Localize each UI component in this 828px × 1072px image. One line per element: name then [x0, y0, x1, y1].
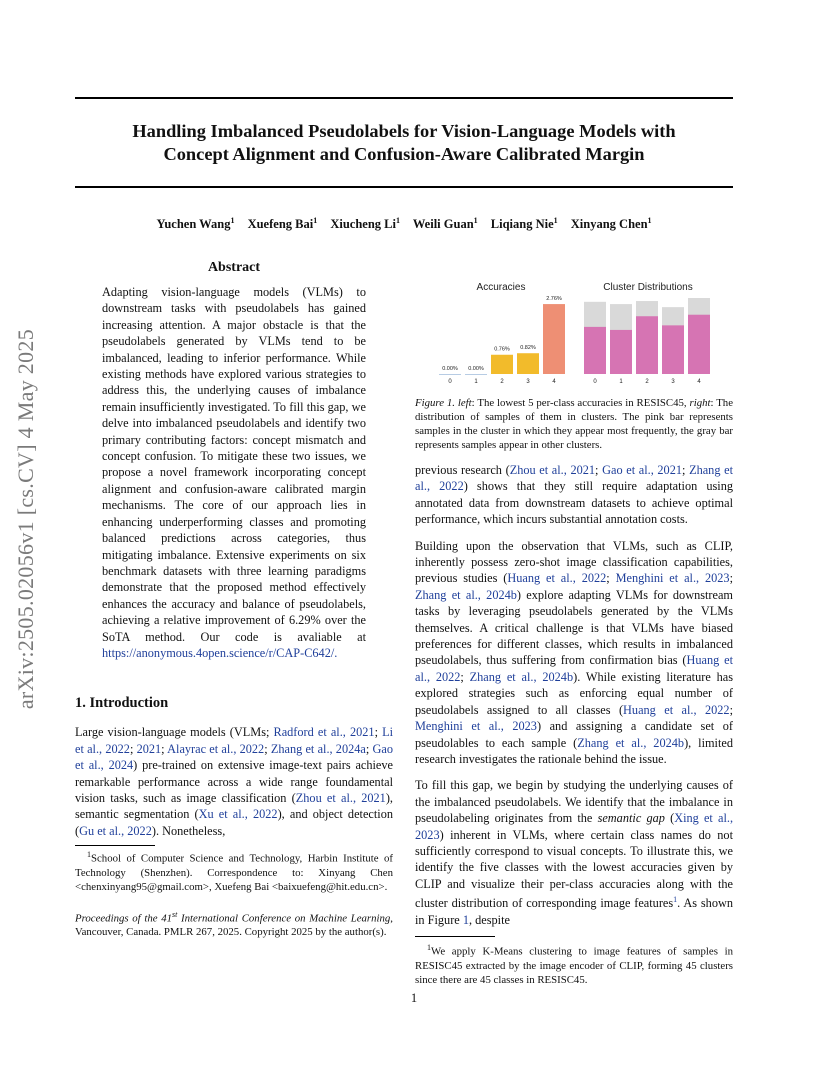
affiliation-mark: 1 — [473, 216, 478, 225]
citation-link[interactable]: Zhou et al., 2021 — [509, 463, 596, 477]
data-label: 0.82% — [520, 345, 536, 352]
pink-bar — [636, 316, 658, 374]
figure-1 — [415, 278, 733, 390]
caption-text: : The distribution of samples of them in clusters. The pink bar represents samples in the cluster in which they appear most frequently, the gray bar represents samples appear in other clusters. — [415, 397, 733, 451]
bar — [543, 304, 565, 374]
footnote-mark: 1 — [427, 943, 431, 953]
footnote-ref-link[interactable]: 1 — [673, 895, 678, 905]
text-run: ) inherent in VLMs, where certain class names do not sufficiently correspond to visual concepts. To illustrate this, we identify the five classes with the lowest accuracies given by CLIP and visualize their per-class accuracies along with the cluster distribution of corresponding image features — [415, 827, 733, 911]
text-run: ) explore adapting VLMs for downstream tasks by leveraging pseudolabels generated by the VLMs themselves. A critical challenge is that VLMs have biased preferences for different classes, which results in imbalanced pseudolabels, thus suffering from confirmation bias ( — [415, 587, 733, 668]
top-rule — [75, 97, 733, 99]
bottom-title-rule — [75, 186, 733, 188]
text-run: ; — [460, 669, 470, 684]
title-line-2: Concept Alignment and Confusion-Aware Calibrated Margin — [163, 144, 645, 164]
data-label: 0.00% — [468, 366, 484, 372]
footnote-rule — [75, 845, 155, 846]
citation-link[interactable]: Li et al., 2022 — [75, 725, 394, 756]
text-run: ; — [129, 741, 137, 756]
text-run: ) shows that they still require adaptation using annotated data from downstream datasets to achieve optimal performance, which incurs substantial annotation costs. — [415, 479, 733, 527]
citation-link[interactable]: Radford et al., 2021 — [273, 725, 375, 740]
arxiv-stamp — [4, 284, 48, 754]
paper-title — [75, 120, 733, 166]
affiliation-mark: 1 — [647, 216, 652, 225]
tick-label: 3 — [671, 379, 675, 385]
intro-paragraph — [75, 724, 393, 839]
affiliation-mark: 1 — [395, 216, 400, 225]
venue-text: International Conference on Machine Learning — [177, 912, 391, 925]
text-run: ), semantic segmentation ( — [75, 790, 393, 822]
text-run: ; — [365, 741, 373, 756]
citation-link[interactable]: Zhang et al., 2024b — [577, 735, 685, 750]
data-label: 0.00% — [442, 366, 458, 372]
citation-link[interactable]: Gu et al., 2022 — [79, 823, 152, 838]
text-run: Large vision-language models (VLMs; — [75, 725, 274, 740]
text-run: Building upon the observation that VLMs, such as CLIP, inherently possess zero-shot image classification capabilities, previous studies ( — [415, 538, 733, 586]
intro-heading: 1. Introduction — [75, 695, 169, 712]
author-name: Xiucheng Li — [330, 217, 396, 232]
tick-label: 4 — [552, 379, 556, 385]
author-name: Yuchen Wang — [156, 217, 231, 232]
caption-right-word: right — [689, 397, 711, 409]
citation-link[interactable]: Xing et al., 2023 — [415, 811, 734, 842]
text-run: ) and assigning a candidate set of pseudolables to each sample ( — [415, 719, 733, 750]
proceedings-note — [75, 908, 393, 940]
tick-label: 2 — [500, 379, 504, 385]
caption-text: : The lowest 5 per-class accuracies in RESISC45, — [471, 397, 690, 409]
citation-link[interactable]: Zhou et al., 2021 — [295, 790, 386, 805]
tick-label: 2 — [645, 379, 649, 385]
author-name: Xinyang Chen — [570, 217, 648, 232]
tick-label: 1 — [474, 379, 478, 385]
affiliation-mark: 1 — [553, 216, 558, 225]
text-run: ( — [664, 811, 675, 826]
text-run: ; — [682, 463, 690, 477]
bar — [465, 374, 487, 375]
italic-term: semantic gap — [597, 811, 665, 826]
data-label: 0.76% — [494, 346, 510, 353]
text-run: To fill this gap, we begin by studying the underlying causes of the imbalanced pseudolabels. We identify that the imbalance in pseudolabeling originates from the — [415, 778, 733, 826]
citation-link[interactable]: Gao et al., 2021 — [602, 463, 682, 477]
text-run: ). Nonetheless, — [151, 823, 226, 838]
title-line-1: Handling Imbalanced Pseudolabels for Vision-Language Models with — [132, 121, 676, 141]
citation-link[interactable]: Zhang et al., 2024a — [270, 741, 366, 756]
text-run: ; — [606, 571, 616, 586]
pink-bar — [662, 325, 684, 374]
tick-label: 0 — [448, 379, 452, 385]
text-run: ; — [161, 741, 168, 756]
citation-link[interactable]: Alayrac et al., 2022 — [167, 741, 265, 756]
right-column — [415, 278, 733, 987]
footnote-rule — [415, 936, 495, 937]
citation-link[interactable]: Zhang et al., 2024b — [415, 587, 517, 602]
abstract-text — [102, 284, 366, 661]
citation-link[interactable]: Xu et al., 2022 — [198, 807, 278, 822]
affiliation-footnote — [75, 848, 393, 894]
left-column — [75, 260, 393, 939]
right-paragraph-1 — [415, 462, 733, 528]
citation-link[interactable]: Gao et al., 2024 — [75, 741, 394, 773]
bar — [517, 353, 539, 374]
text-run: ), limited research investigates the rationale behind the issue. — [415, 735, 733, 766]
author-name: Liqiang Nie — [490, 217, 554, 232]
pink-bar — [688, 315, 710, 374]
text-run: . As shown in Figure — [415, 896, 733, 927]
text-run: ; — [729, 702, 733, 717]
text-run: ; — [264, 741, 271, 756]
text-run: , despite — [468, 912, 510, 927]
data-label: 2.76% — [546, 296, 562, 303]
affiliation-mark: 1 — [313, 216, 318, 225]
citation-link[interactable]: Huang et al., 2022 — [623, 702, 730, 717]
text-run: ; — [374, 725, 383, 740]
affiliation-mark: 1 — [230, 216, 235, 225]
tick-label: 4 — [697, 379, 701, 385]
figure-ref-link[interactable]: 1 — [462, 912, 469, 927]
citation-link[interactable]: Menghini et al., 2023 — [615, 571, 730, 586]
citation-link[interactable]: Menghini et al., 2023 — [415, 719, 537, 734]
caption-label: Figure 1. — [415, 397, 458, 409]
text-run: ; — [729, 571, 733, 586]
figure-caption — [415, 396, 733, 452]
pink-bar — [610, 330, 632, 374]
right-paragraph-3 — [415, 777, 733, 928]
tick-label: 0 — [593, 379, 597, 385]
chart-title: Accuracies — [476, 282, 526, 293]
text-run: ), and object detection ( — [75, 807, 393, 838]
text-run: ). While existing literature has explored strategies such as enforcing equal number of pseudolabels assigned to all classes ( — [415, 669, 733, 717]
bar — [439, 374, 461, 375]
abstract-body: Adapting vision-language models (VLMs) to downstream tasks with pseudolabels has gained increasing attention. A major obstacle is that the pseudolabels generated by VLMs tend to be imbalanced, leading to inferior performance. While existing methods have explored various strategies to address this, the underlying causes of imbalance remain insufficiently investigated. To fill this gap, we delve into imbalanced pseudolabels and identify two primary contributing factors: concept mismatch and concept confusion. To mitigate these two issues, we propose a novel framework incorporating concept alignment and confusion-aware calibrated margin mechanisms. The core of our approach lies in enhancing underperforming classes and promoting balanced predictions across categories, thus mitigating imbalance. Extensive experiments on six benchmark datasets with three learning paradigms demonstrate that the proposed method effectively enhances the accuracy and balance of pseudolabels, achieving a relative improvement of 6.29% over the SoTA method. Our code is avaliable at — [102, 285, 366, 644]
footnote-text: We apply K-Means clustering to image features of samples in RESISC45 extracted by the image encoder of CLIP, forming 45 clusters since there are 45 classes in RESISC45. — [415, 945, 733, 986]
citation-link[interactable]: Zhang et al., 2024b — [469, 669, 574, 684]
tick-label: 3 — [526, 379, 530, 385]
chart-title: Cluster Distributions — [603, 282, 693, 293]
venue-sup: st — [172, 909, 178, 919]
text-run: previous research ( — [415, 463, 510, 477]
abstract-heading: Abstract — [207, 260, 261, 275]
caption-left-word: left — [457, 397, 472, 409]
footnote-text: School of Computer Science and Technology, Harbin Institute of Technology (Shenzhen). Correspondence to: Xinyang Chen <chenxinyang95@gmail.com>, Xuefeng Bai <baixuefeng@hit.edu.cn>. — [75, 852, 393, 893]
citation-link[interactable]: Huang et al., 2022 — [507, 571, 607, 586]
citation-link[interactable]: 2021 — [136, 741, 162, 756]
clustering-footnote — [415, 941, 733, 987]
text-run: ) pre-trained on extensive image-text pairs achieve remarkable performance across a wide range foundamental vision tasks, such as image classification ( — [75, 758, 393, 805]
tick-label: 1 — [619, 379, 623, 385]
code-link[interactable]: https://anonymous.4open.science/r/CAP-C642/. — [102, 645, 338, 660]
author-list — [75, 216, 733, 232]
citation-link[interactable]: Zhang et al., 2022 — [415, 463, 733, 494]
venue-text: Proceedings of the 41 — [75, 912, 173, 925]
pink-bar — [584, 327, 606, 374]
page-number: 1 — [410, 991, 418, 1005]
copyright-text: , Vancouver, Canada. PMLR 267, 2025. Copyright 2025 by the author(s). — [75, 912, 393, 939]
bar — [491, 355, 513, 374]
text-run: ; — [595, 463, 603, 477]
right-paragraph-2 — [415, 538, 733, 768]
figure-1-charts — [415, 278, 733, 390]
author-name: Weili Guan — [412, 217, 474, 232]
arxiv-id[interactable]: arXiv:2505.02056v1 [cs.CV] 4 May 2025 — [13, 328, 38, 710]
citation-link[interactable]: Huang et al., 2022 — [415, 653, 733, 684]
author-name: Xuefeng Bai — [247, 217, 314, 232]
footnote-mark: 1 — [87, 850, 91, 860]
